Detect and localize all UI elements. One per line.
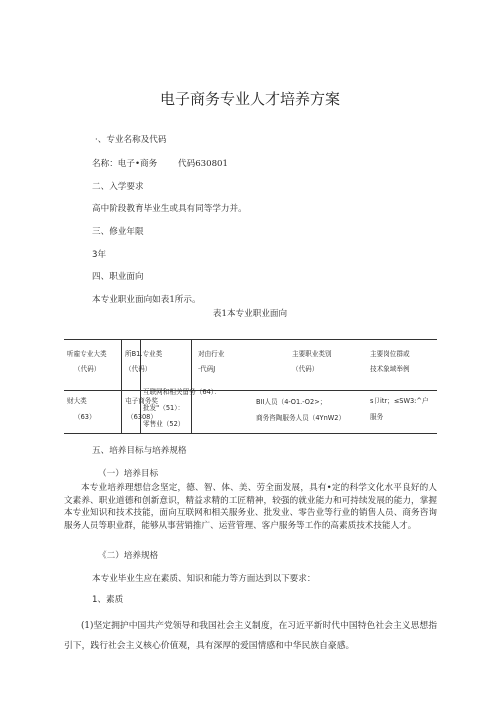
table-col-divider (121, 340, 122, 433)
goal-paragraph: 本专业培养理想信念坚定，德、智、体、美、劳全面发展，具有•定的科学文化水平良好的人文素养、职业道德和创新意识，精益求精的工匠精神，较强的就业能力和可持续发展的能力，掌握本专业知识和技术技能，面向互联网和相关服务业、批发业、零告业等行业的销售人员、商务咨询服务人员等职业群，能够从事营销推广、运营管理、客户服务等工作的高素质技术技能人才。 (64, 483, 437, 531)
quality-paragraph: (1)坚定拥护中国共产党领导和我国社会主义制度，在习近平新时代中国特色社会主义思想指引下，践行社会主义核心价值观，具有深厚的爱国情感和中华民族自豪感。 (64, 621, 437, 651)
header-cell: 主要岗位群或 (370, 350, 410, 358)
header-cell: 对由行业 (198, 350, 225, 358)
table-cell: BII人员（4-O1.-O2>； (256, 398, 327, 406)
header-cell: 主要职业类别 (292, 350, 332, 358)
spec-intro: 本专业毕业生应在素质、知识和能力等方面达到以下要求： (92, 574, 316, 584)
header-cell: （代码） (74, 365, 101, 373)
section-2-heading: 二、入学要求 (92, 182, 144, 192)
section-4-body: 本专业职业面向如表1所示。 (92, 295, 201, 305)
table-cell: s卩itr；≤SW3:^户 (370, 397, 429, 405)
major-name: 名称：电子•商务 (92, 159, 158, 169)
table-cell: 商务咨陶服务人员（4YnW2） (256, 414, 346, 422)
table-cell: （63） (74, 413, 96, 421)
major-code: 代码630801 (178, 159, 228, 169)
table-col-divider (191, 340, 192, 433)
subsection-goal-heading: （一）培养目标 (98, 469, 159, 479)
table-cell: 财大类 (67, 397, 87, 405)
occupation-table (64, 339, 437, 434)
header-cell: 听雇专业大类 (67, 350, 107, 358)
section-3-heading: 三、修业年限 (92, 227, 144, 237)
table-cell: 批发"（51）： (143, 404, 185, 412)
header-cell: 所B1.专业类 (125, 350, 163, 358)
section-4-heading: 四、职业面向 (92, 272, 144, 282)
table-cell: （6308） (127, 413, 157, 421)
table-caption: 表1本专业职业面向 (212, 309, 288, 319)
section-5-heading: 五、培养目标与培养规格 (92, 446, 187, 456)
table-cell: 零售业（52） (143, 420, 185, 428)
table-cell: 服务 (370, 413, 384, 421)
header-cell: （代码） (125, 365, 152, 373)
section-3-body: 3年 (92, 250, 107, 260)
quality-heading: 1、素质 (92, 595, 124, 605)
header-cell: 技术象域举例 (370, 365, 410, 373)
document-title: 电子商务专业人才培养方案 (159, 90, 340, 108)
table-cell: 屯子商务奖 (125, 397, 158, 405)
header-cell: （代码） (292, 365, 319, 373)
table-cell: 互联网和相关留务（64）： (143, 388, 221, 396)
section-2-body: 高中阶段教育毕业生或具有同等学力并。 (92, 204, 247, 214)
header-cell: ·代码J (198, 365, 216, 373)
section-1-heading: ·、专业名称及代码 (95, 135, 167, 145)
subsection-spec-heading: 《二）培养规格 (98, 551, 159, 561)
table-header-divider (64, 390, 437, 391)
